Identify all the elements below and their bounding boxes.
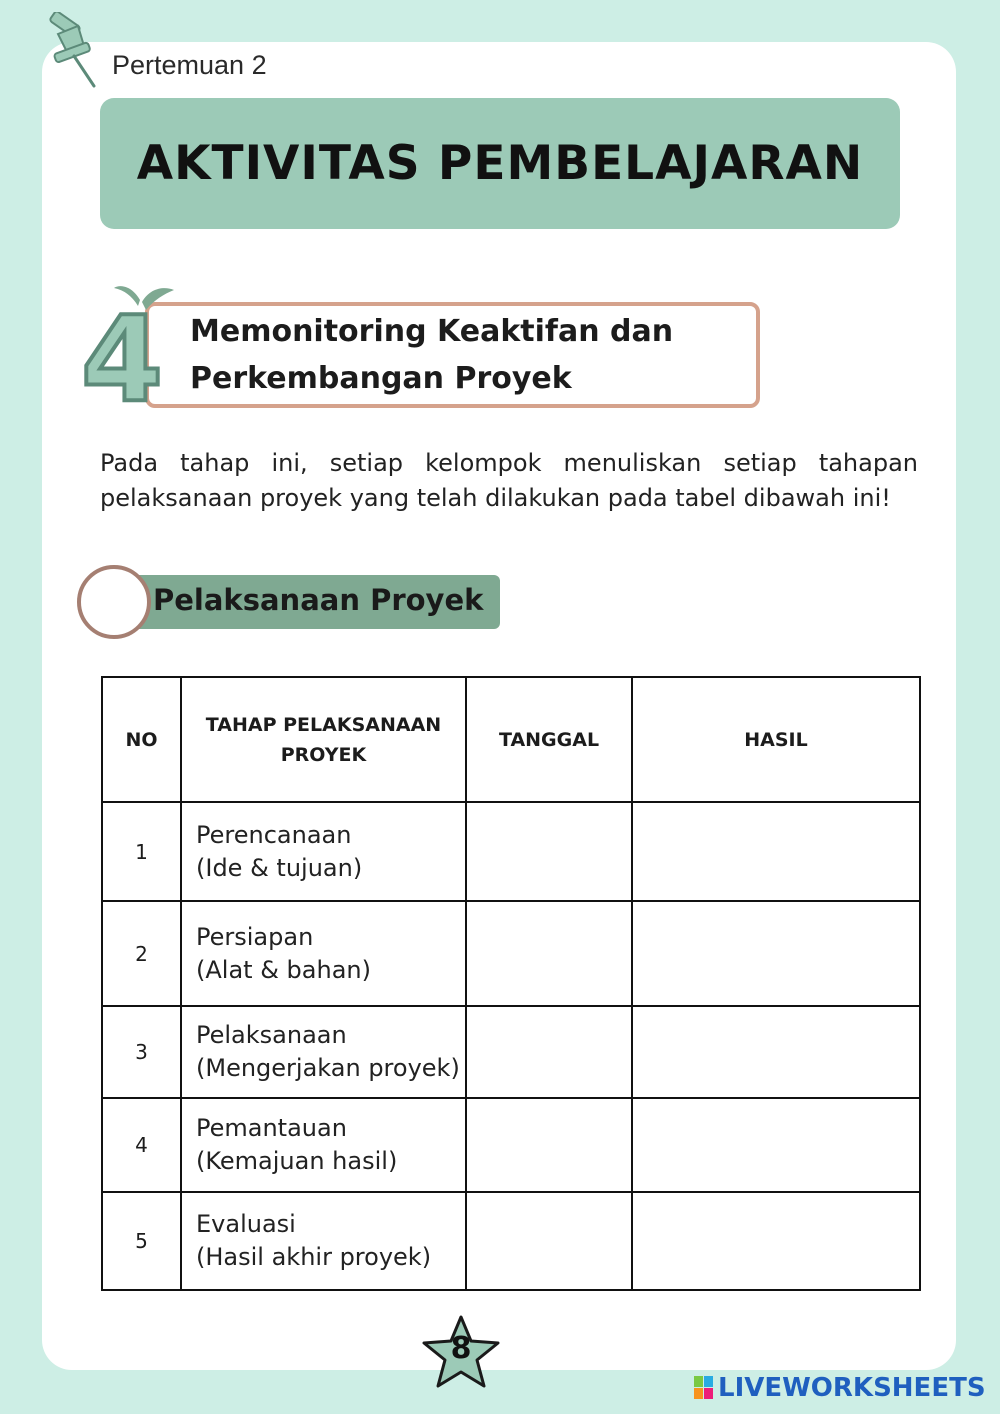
row-number: 5 — [102, 1192, 181, 1290]
row-number: 4 — [102, 1098, 181, 1192]
page-title: AKTIVITAS PEMBELAJARAN — [136, 136, 864, 191]
result-input-cell[interactable] — [632, 1006, 920, 1098]
subsection-circle — [77, 565, 151, 639]
title-banner — [100, 98, 900, 229]
table-header-row — [102, 677, 920, 802]
stage-name: Perencanaan — [196, 820, 352, 849]
header-date: TANGGAL — [466, 677, 632, 802]
stage-name: Pelaksanaan — [196, 1021, 347, 1049]
table-row — [102, 1098, 920, 1192]
date-input-cell[interactable] — [466, 802, 632, 901]
date-input-cell[interactable] — [466, 1006, 632, 1098]
project-table — [101, 676, 921, 1291]
stage-detail: (Mengerjakan proyek) — [196, 1054, 460, 1082]
sprout-number-icon — [70, 282, 185, 414]
stage-name: Pemantauan — [196, 1114, 347, 1142]
meeting-label: Pertemuan 2 — [112, 50, 267, 80]
section-title-line2: Perkembangan Proyek — [190, 361, 572, 396]
stage-detail: (Ide & tujuan) — [196, 853, 363, 882]
brand-name: LIVEWORKSHEETS — [718, 1373, 986, 1403]
stage-cell — [181, 1006, 466, 1098]
stage-name: Evaluasi — [196, 1210, 296, 1238]
stage-cell — [181, 1192, 466, 1290]
row-number: 2 — [102, 901, 181, 1006]
table-row — [102, 1192, 920, 1290]
stage-name: Persiapan — [196, 922, 314, 951]
row-number: 3 — [102, 1006, 181, 1098]
section-title-line1: Memonitoring Keaktifan dan — [190, 314, 674, 349]
stage-cell — [181, 1098, 466, 1192]
result-input-cell[interactable] — [632, 901, 920, 1006]
section-title — [190, 308, 740, 402]
header-result: HASIL — [632, 677, 920, 802]
date-input-cell[interactable] — [466, 1098, 632, 1192]
table-row — [102, 802, 920, 901]
subsection-title: Pelaksanaan Proyek — [153, 583, 484, 617]
header-stage: TAHAP PELAKSANAAN PROYEK — [181, 677, 466, 802]
liveworksheets-logo-icon — [694, 1376, 714, 1400]
stage-cell — [181, 802, 466, 901]
date-input-cell[interactable] — [466, 1192, 632, 1290]
row-number: 1 — [102, 802, 181, 901]
table-row — [102, 901, 920, 1006]
stage-cell — [181, 901, 466, 1006]
header-no: NO — [102, 677, 181, 802]
section-number: 4 — [80, 290, 164, 414]
table-row — [102, 1006, 920, 1098]
page-number: 8 — [450, 1331, 472, 1366]
pushpin-icon — [44, 12, 100, 90]
result-input-cell[interactable] — [632, 1098, 920, 1192]
brand-logo[interactable] — [694, 1373, 986, 1403]
stage-detail: (Hasil akhir proyek) — [196, 1243, 432, 1271]
stage-detail: (Kemajuan hasil) — [196, 1147, 398, 1175]
intro-paragraph: Pada tahap ini, setiap kelompok menuliskan setiap tahapan pelaksanaan proyek yang telah dilakukan pada tabel dibawah ini! — [100, 449, 918, 512]
date-input-cell[interactable] — [466, 901, 632, 1006]
result-input-cell[interactable] — [632, 802, 920, 901]
stage-detail: (Alat & bahan) — [196, 955, 371, 984]
result-input-cell[interactable] — [632, 1192, 920, 1290]
